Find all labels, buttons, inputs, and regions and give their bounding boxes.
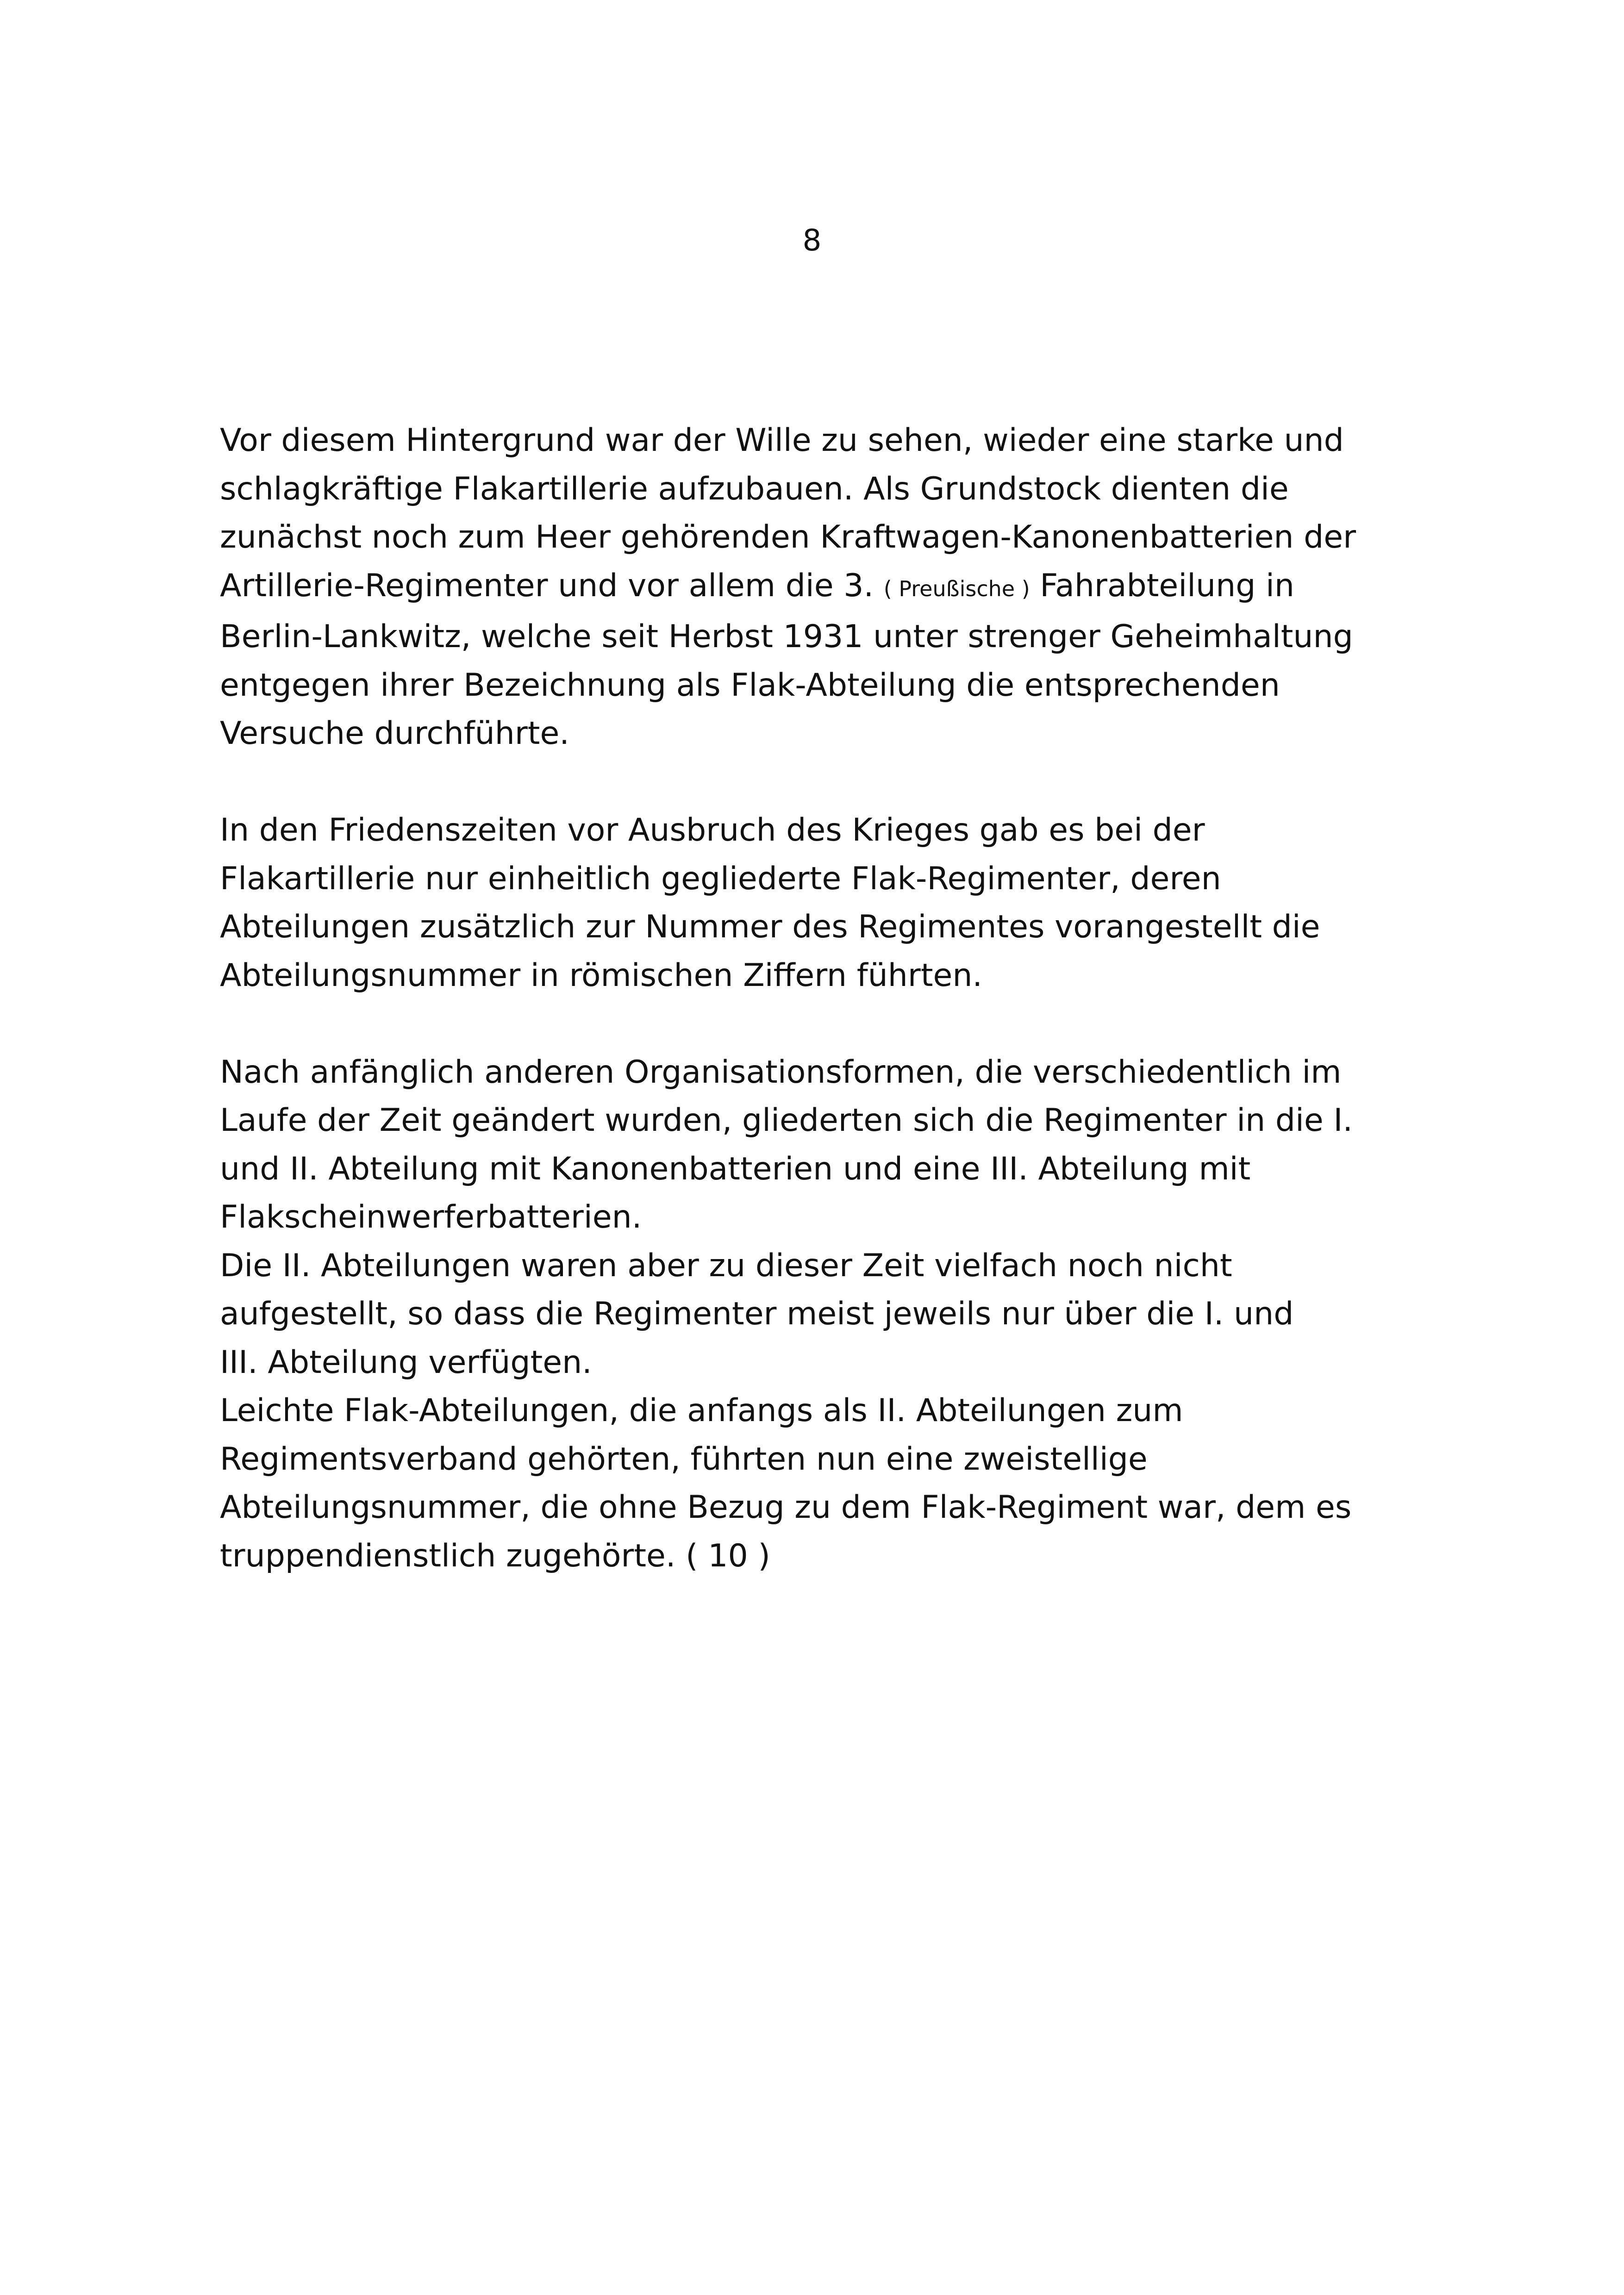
text-line: truppendienstlich zugehörte. ( 10 ) bbox=[220, 1537, 770, 1574]
text-line: Die II. Abteilungen waren aber zu dieser Zeit vielfach noch nicht bbox=[220, 1247, 1232, 1284]
text-line: Versuche durchführte. bbox=[220, 715, 569, 752]
text-line: Leichte Flak-Abteilungen, die anfangs als II. Abteilungen zum bbox=[220, 1392, 1183, 1429]
paragraph-2 bbox=[220, 806, 1424, 1000]
text-line: Nach anfänglich anderen Organisationsformen, die verschiedentlich im bbox=[220, 1054, 1342, 1091]
text-fragment: Artillerie-Regimenter und vor allem die 3. bbox=[220, 567, 874, 604]
text-line: Flakscheinwerferbatterien. bbox=[220, 1199, 642, 1235]
text-line: Abteilungsnummer in römischen Ziffern führten. bbox=[220, 957, 983, 994]
inline-note: ( Preußische ) bbox=[883, 576, 1030, 601]
text-line-with-inline-note bbox=[220, 562, 1424, 613]
text-line: schlagkräftige Flakartillerie aufzubauen. Als Grundstock dienten die bbox=[220, 470, 1289, 507]
page-number: 8 bbox=[802, 224, 822, 258]
paragraph-1 bbox=[220, 417, 1424, 758]
text-line: Regimentsverband gehörten, führten nun eine zweistellige bbox=[220, 1441, 1148, 1478]
text-line: III. Abteilung verfügten. bbox=[220, 1344, 592, 1381]
text-line: Vor diesem Hintergrund war der Wille zu sehen, wieder eine starke und bbox=[220, 422, 1344, 459]
text-line: Laufe der Zeit geändert wurden, gliederten sich die Regimenter in die I. bbox=[220, 1102, 1353, 1139]
text-line: zunächst noch zum Heer gehörenden Kraftwagen-Kanonenbatterien der bbox=[220, 519, 1356, 555]
text-line: Flakartillerie nur einheitlich gegliederte Flak-Regimenter, deren bbox=[220, 860, 1221, 897]
text-line: entgegen ihrer Bezeichnung als Flak-Abteilung die entsprechenden bbox=[220, 667, 1280, 704]
text-line: Abteilungen zusätzlich zur Nummer des Regimentes vorangestellt die bbox=[220, 909, 1320, 945]
body-text bbox=[220, 417, 1424, 1580]
text-line: Abteilungsnummer, die ohne Bezug zu dem Flak-Regiment war, dem es bbox=[220, 1489, 1352, 1526]
text-fragment: Fahrabteilung in bbox=[1040, 567, 1294, 604]
text-line: Berlin-Lankwitz, welche seit Herbst 1931 unter strenger Geheimhaltung bbox=[220, 618, 1353, 655]
text-line: aufgestellt, so dass die Regimenter meist jeweils nur über die I. und bbox=[220, 1296, 1294, 1332]
paragraph-3 bbox=[220, 1048, 1424, 1581]
text-line: In den Friedenszeiten vor Ausbruch des Krieges gab es bei der bbox=[220, 812, 1205, 848]
text-line: und II. Abteilung mit Kanonenbatterien und eine III. Abteilung mit bbox=[220, 1150, 1251, 1187]
